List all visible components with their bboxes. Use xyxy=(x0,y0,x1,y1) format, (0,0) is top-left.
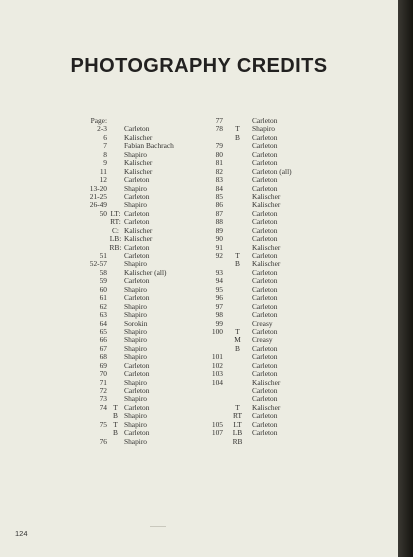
credit-photographer: Kalischer xyxy=(252,200,281,210)
credit-photographer: Shapiro xyxy=(124,149,147,159)
credit-page: 21-25 xyxy=(89,191,107,201)
credit-position: RB xyxy=(232,436,243,446)
credit-page: 58 xyxy=(99,267,107,277)
credit-page: 9 xyxy=(103,158,107,168)
credits-column-left xyxy=(84,117,204,446)
credit-position: B xyxy=(113,428,118,438)
credit-photographer: Shapiro xyxy=(124,352,147,362)
credit-photographer: Carleton xyxy=(252,352,278,362)
credit-photographer: Shapiro xyxy=(124,394,147,404)
credit-photographer: Carleton xyxy=(124,360,150,370)
credit-page: 83 xyxy=(215,175,223,185)
credit-position: T xyxy=(235,326,240,336)
credit-photographer: Carleton xyxy=(252,116,278,125)
credit-page: 97 xyxy=(215,301,223,311)
credit-photographer: Carleton xyxy=(252,183,278,193)
credit-position: LT xyxy=(233,419,242,429)
credit-page: 26-49 xyxy=(89,200,107,210)
credit-page: 7 xyxy=(103,141,107,151)
credit-photographer: Kalischer (all) xyxy=(124,267,167,277)
credit-photographer: Shapiro xyxy=(124,200,147,210)
credit-photographer: Carleton xyxy=(252,411,278,421)
credit-page: 66 xyxy=(99,335,107,345)
credit-page: 71 xyxy=(99,377,107,387)
credit-page: 63 xyxy=(99,310,107,320)
credit-page: 52-57 xyxy=(89,259,107,269)
credit-photographer: Carleton xyxy=(124,124,150,134)
credit-photographer: Kalischer xyxy=(124,225,153,235)
credit-page: 86 xyxy=(215,200,223,210)
credit-photographer: Carleton xyxy=(252,208,278,218)
credit-position: B xyxy=(113,411,118,421)
credit-page: 61 xyxy=(99,293,107,303)
credit-photographer: Carleton xyxy=(252,234,278,244)
book-edge xyxy=(398,0,413,557)
credits-column-right xyxy=(207,117,322,446)
page-mark xyxy=(150,526,166,527)
credit-page: 95 xyxy=(215,284,223,294)
credit-page: 75 xyxy=(99,419,107,429)
credit-photographer: Shapiro xyxy=(252,124,275,134)
credit-photographer: Carleton xyxy=(252,343,278,353)
credit-photographer: Carleton xyxy=(124,217,150,227)
credit-page: 88 xyxy=(215,217,223,227)
credit-page: 94 xyxy=(215,276,223,286)
credit-page: 70 xyxy=(99,369,107,379)
credit-position: T xyxy=(235,124,240,134)
credit-photographer: Carleton xyxy=(252,132,278,142)
credit-page: 60 xyxy=(99,284,107,294)
credit-photographer: Carleton xyxy=(252,158,278,168)
credit-page: 91 xyxy=(215,242,223,252)
credit-page: 59 xyxy=(99,276,107,286)
credit-page: 96 xyxy=(215,293,223,303)
credit-photographer: Carleton xyxy=(252,251,278,260)
credit-position: B xyxy=(235,132,240,142)
credit-position: RT xyxy=(233,411,242,421)
credit-photographer: Creasy xyxy=(252,318,273,328)
credit-photographer: Carleton xyxy=(252,419,278,429)
credit-photographer: Fabian Bachrach xyxy=(124,141,174,151)
credit-page: 62 xyxy=(99,301,107,311)
credit-position: RT: xyxy=(110,217,121,227)
credit-photographer: Shapiro xyxy=(124,284,147,294)
credit-photographer: Carleton xyxy=(124,242,150,252)
credit-photographer: Carleton xyxy=(124,191,150,201)
credit-photographer: Carleton xyxy=(252,369,278,379)
credit-page: 84 xyxy=(215,183,223,193)
credit-page: 93 xyxy=(215,267,223,277)
credit-page: 79 xyxy=(215,141,223,151)
credit-page: 2-3 xyxy=(97,124,107,134)
credit-position: B xyxy=(235,343,240,353)
credit-photographer: Carleton xyxy=(124,386,150,395)
credit-photographer: Shapiro xyxy=(124,411,147,421)
credit-photographer: Shapiro xyxy=(124,419,147,429)
page-title: PHOTOGRAPHY CREDITS xyxy=(70,55,328,77)
credit-photographer: Carleton xyxy=(252,360,278,370)
credit-page: 67 xyxy=(99,343,107,353)
credit-page: 13-20 xyxy=(89,183,107,193)
credit-photographer: Creasy xyxy=(252,335,273,345)
credit-photographer: Carleton xyxy=(252,326,278,336)
credit-photographer: Kalischer xyxy=(124,158,153,168)
credit-photographer: Kalischer xyxy=(124,132,153,142)
credit-photographer: Carleton xyxy=(252,394,278,404)
credit-page: 105 xyxy=(211,419,223,429)
credit-photographer: Shapiro xyxy=(124,183,147,193)
credit-photographer: Shapiro xyxy=(124,343,147,353)
credit-photographer: Shapiro xyxy=(124,326,147,336)
credit-page: 103 xyxy=(211,369,223,379)
credit-photographer: Kalischer xyxy=(252,191,281,201)
credit-page: 90 xyxy=(215,234,223,244)
credit-position: LB xyxy=(232,428,243,438)
credit-page: 78 xyxy=(215,124,223,134)
credit-photographer: Kalischer xyxy=(124,166,153,176)
credit-position: T xyxy=(235,251,240,260)
credit-page: 51 xyxy=(99,251,107,260)
credit-photographer: Carleton xyxy=(252,267,278,277)
credit-page: 77 xyxy=(215,116,223,125)
credit-photographer: Carleton xyxy=(252,428,278,438)
credit-page: 80 xyxy=(215,149,223,159)
credit-photographer: Carleton (all) xyxy=(252,166,292,176)
credit-row xyxy=(207,429,322,437)
credit-photographer: Carleton xyxy=(124,293,150,303)
credit-photographer: Carleton xyxy=(124,402,150,412)
credit-position: LT: xyxy=(110,208,121,218)
credit-page: 107 xyxy=(211,428,223,438)
credit-page: 98 xyxy=(215,310,223,320)
credit-photographer: Carleton xyxy=(124,251,150,260)
credit-photographer: Carleton xyxy=(252,386,278,395)
credit-photographer: Carleton xyxy=(124,369,150,379)
credit-page: 12 xyxy=(99,175,107,185)
credit-page: 87 xyxy=(215,208,223,218)
credit-page: 50 xyxy=(99,208,107,218)
credit-photographer: Carleton xyxy=(124,208,150,218)
credit-row xyxy=(84,438,204,446)
credit-photographer: Carleton xyxy=(252,293,278,303)
credit-page: 81 xyxy=(215,158,223,168)
credit-photographer: Kalischer xyxy=(252,259,281,269)
credit-row xyxy=(207,438,322,446)
credit-photographer: Shapiro xyxy=(124,436,147,446)
credit-photographer: Shapiro xyxy=(124,259,147,269)
credit-photographer: Carleton xyxy=(252,141,278,151)
credit-position: C: xyxy=(112,225,119,235)
credit-page: 100 xyxy=(211,326,223,336)
credit-page: 85 xyxy=(215,191,223,201)
credit-page: 92 xyxy=(215,251,223,260)
credit-photographer: Carleton xyxy=(252,276,278,286)
credit-position: T xyxy=(113,402,118,412)
credit-page: 65 xyxy=(99,326,107,336)
credit-page: 8 xyxy=(103,149,107,159)
credit-position: T xyxy=(235,402,240,412)
credit-photographer: Shapiro xyxy=(124,301,147,311)
credit-page: 68 xyxy=(99,352,107,362)
credit-position: B xyxy=(235,259,240,269)
credit-photographer: Carleton xyxy=(252,310,278,320)
credit-page: 11 xyxy=(99,166,107,176)
credit-page: 76 xyxy=(99,436,107,446)
credit-page: 101 xyxy=(211,352,223,362)
credit-photographer: Carleton xyxy=(124,175,150,185)
credit-photographer: Carleton xyxy=(252,284,278,294)
credit-photographer: Sorokin xyxy=(124,318,148,328)
credit-photographer: Shapiro xyxy=(124,335,147,345)
credit-photographer: Kalischer xyxy=(252,402,281,412)
credit-photographer: Carleton xyxy=(124,428,150,438)
credit-photographer: Carleton xyxy=(252,175,278,185)
credit-photographer: Kalischer xyxy=(252,377,281,387)
credit-photographer: Carleton xyxy=(124,276,150,286)
credit-photographer: Carleton xyxy=(252,149,278,159)
credit-position: T xyxy=(113,419,118,429)
credit-page: Page: xyxy=(90,116,107,125)
credit-page: 99 xyxy=(215,318,223,328)
credit-photographer: Carleton xyxy=(252,217,278,227)
credit-photographer: Kalischer xyxy=(252,242,281,252)
credit-page: 82 xyxy=(215,166,223,176)
page-number: 124 xyxy=(15,529,28,538)
credit-position: LB: xyxy=(109,234,122,244)
credit-page: 104 xyxy=(211,377,223,387)
credit-position: RB: xyxy=(109,242,122,252)
credit-page: 69 xyxy=(99,360,107,370)
credit-page: 102 xyxy=(211,360,223,370)
credit-page: 73 xyxy=(99,394,107,404)
credit-photographer: Kalischer xyxy=(124,234,153,244)
credit-photographer: Carleton xyxy=(252,301,278,311)
credit-page: 72 xyxy=(99,386,107,395)
credit-photographer: Shapiro xyxy=(124,310,147,320)
credit-position: M xyxy=(234,335,241,345)
credit-page: 89 xyxy=(215,225,223,235)
credit-page: 74 xyxy=(99,402,107,412)
credit-photographer: Shapiro xyxy=(124,377,147,387)
credit-photographer: Carleton xyxy=(252,225,278,235)
credit-page: 6 xyxy=(103,132,107,142)
credit-page: 64 xyxy=(99,318,107,328)
